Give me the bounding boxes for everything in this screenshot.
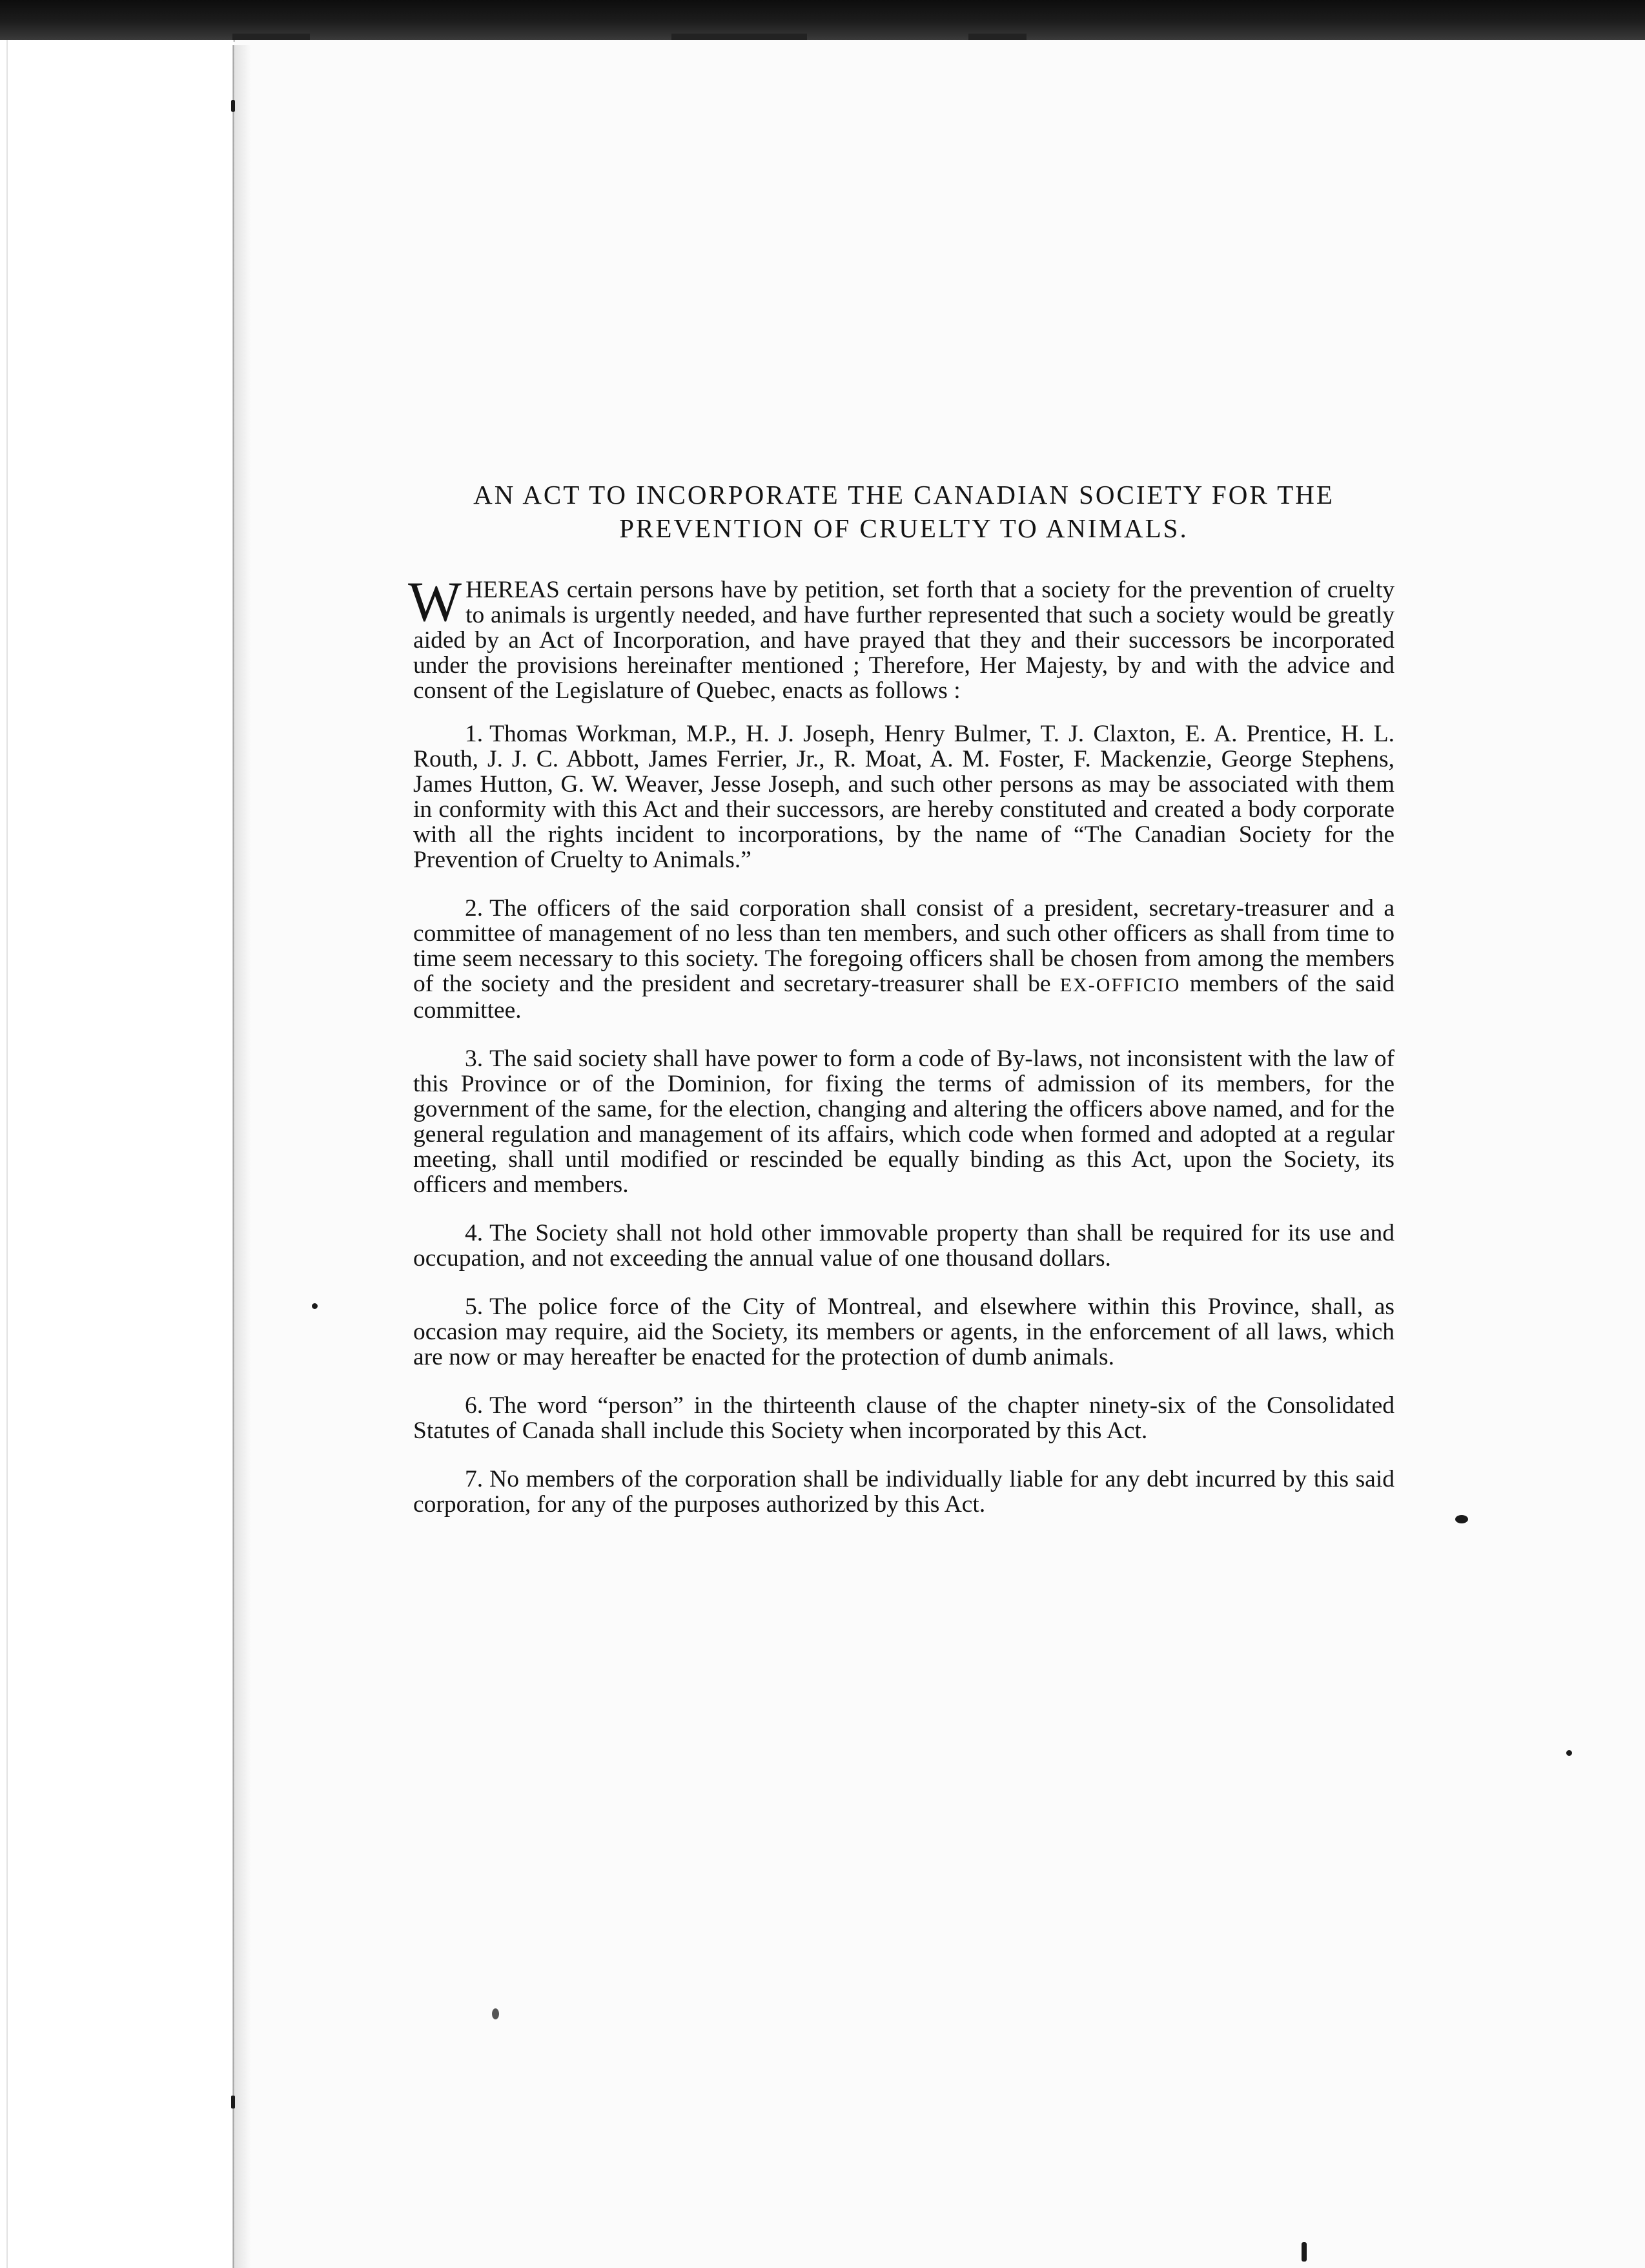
- scan-speck: [1566, 1750, 1572, 1756]
- section-3: [413, 1046, 1395, 1197]
- section-text: The officers of the said corporation shall consist of a president, secretary-treasurer and a committee of management of no less than ten members, and such other officers as shall from time to time seem necessary to this society. The foregoing officers shall be chosen from among the members of the society and the president and secretary-treasurer shall be: [413, 895, 1395, 997]
- section-number: 5.: [465, 1294, 484, 1320]
- section-text: No members of the corporation shall be individually liable for any debt incurred by this said corporation, for any of the purposes authorized by this Act.: [413, 1466, 1395, 1518]
- section-number: 7.: [465, 1466, 484, 1492]
- scan-top-edge: [0, 0, 1645, 40]
- scan-speck: [1302, 2242, 1307, 2262]
- section-text: The word “person” in the thirteenth clause of the chapter ninety-six of the Consolidated Statutes of Canada shall include this Society when incorporated by this Act.: [413, 1392, 1395, 1444]
- preamble-text: HEREAS certain persons have by petition, set forth that a society for the prevention of cruelty to animals is urgently needed, and have further represented that such a society would be greatly aided by an Act of Incorporation, and have prayed that they and their successors be incorporated under the provisions hereinafter mentioned ; Therefore, Her Majesty, by and with the advice and consent of the Legislature of Quebec, enacts as follows :: [413, 577, 1395, 704]
- left-margin-rule: [6, 40, 8, 2268]
- section-text: The said society shall have power to form a code of By-laws, not inconsistent with the law of this Province or of the Dominion, for fixing the terms of admission of its members, for the government of the same, for the election, changing and altering the officers above named, and for the general regulation and management of its affairs, which code when formed and adopted at a regular meeting, shall until modified or rescinded be equally binding as this Act, upon the Society, its officers and members.: [413, 1046, 1395, 1198]
- act-title-line-2: PREVENTION OF CRUELTY TO ANIMALS.: [619, 513, 1189, 543]
- section-text-continued: members of the said committee.: [413, 971, 1395, 1024]
- section-smallcaps-term: EX-OFFICIO: [1059, 974, 1181, 996]
- page-fold-shadow: [234, 45, 251, 2268]
- section-6: [413, 1393, 1395, 1443]
- preamble-dropcap: W: [408, 571, 462, 634]
- preamble-paragraph: [408, 571, 1395, 704]
- section-7: [413, 1467, 1395, 1517]
- scan-speck: [492, 2008, 499, 2019]
- section-2: [413, 896, 1395, 1023]
- section-1: [413, 721, 1395, 872]
- scan-speck: [231, 100, 235, 112]
- section-number: 2.: [465, 895, 484, 922]
- section-5: [413, 1294, 1395, 1370]
- scan-speck: [231, 2096, 235, 2108]
- section-4: [413, 1221, 1395, 1271]
- section-text: The Society shall not hold other immovable property than shall be required for its use and occupation, and not exceeding the annual value of one thousand dollars.: [413, 1220, 1395, 1272]
- section-text: The police force of the City of Montreal, and elsewhere within this Province, shall, as occasion may require, aid the Society, its members or agents, in the enforcement of all laws, which are now or may hereafter be enacted for the protection of dumb animals.: [413, 1294, 1395, 1370]
- section-number: 3.: [465, 1046, 484, 1072]
- left-margin-strip: [0, 40, 234, 2268]
- scan-speck: [1455, 1515, 1468, 1523]
- act-title-line-1: AN ACT TO INCORPORATE THE CANADIAN SOCIETY FOR THE: [473, 480, 1334, 510]
- section-number: 1.: [465, 721, 484, 747]
- section-text: Thomas Workman, M.P., H. J. Joseph, Henry Bulmer, T. J. Claxton, E. A. Prentice, H. L. Routh, J. J. C. Abbott, James Ferrier, Jr., R. Moat, A. M. Foster, F. Mackenzie, George Stephens, James Hutton, G. W. Weaver, Jesse Joseph, and such other persons as may be associated with them in conformity with this Act and their successors, are hereby constituted and created a body corporate with all the rights incident to incorporations, by the name of “The Canadian Society for the Prevention of Cruelty to Animals.”: [413, 721, 1395, 873]
- section-number: 4.: [465, 1220, 484, 1246]
- section-number: 6.: [465, 1392, 484, 1419]
- act-text-block: [408, 478, 1395, 1540]
- scan-speck: [312, 1303, 318, 1309]
- act-title: [413, 478, 1395, 545]
